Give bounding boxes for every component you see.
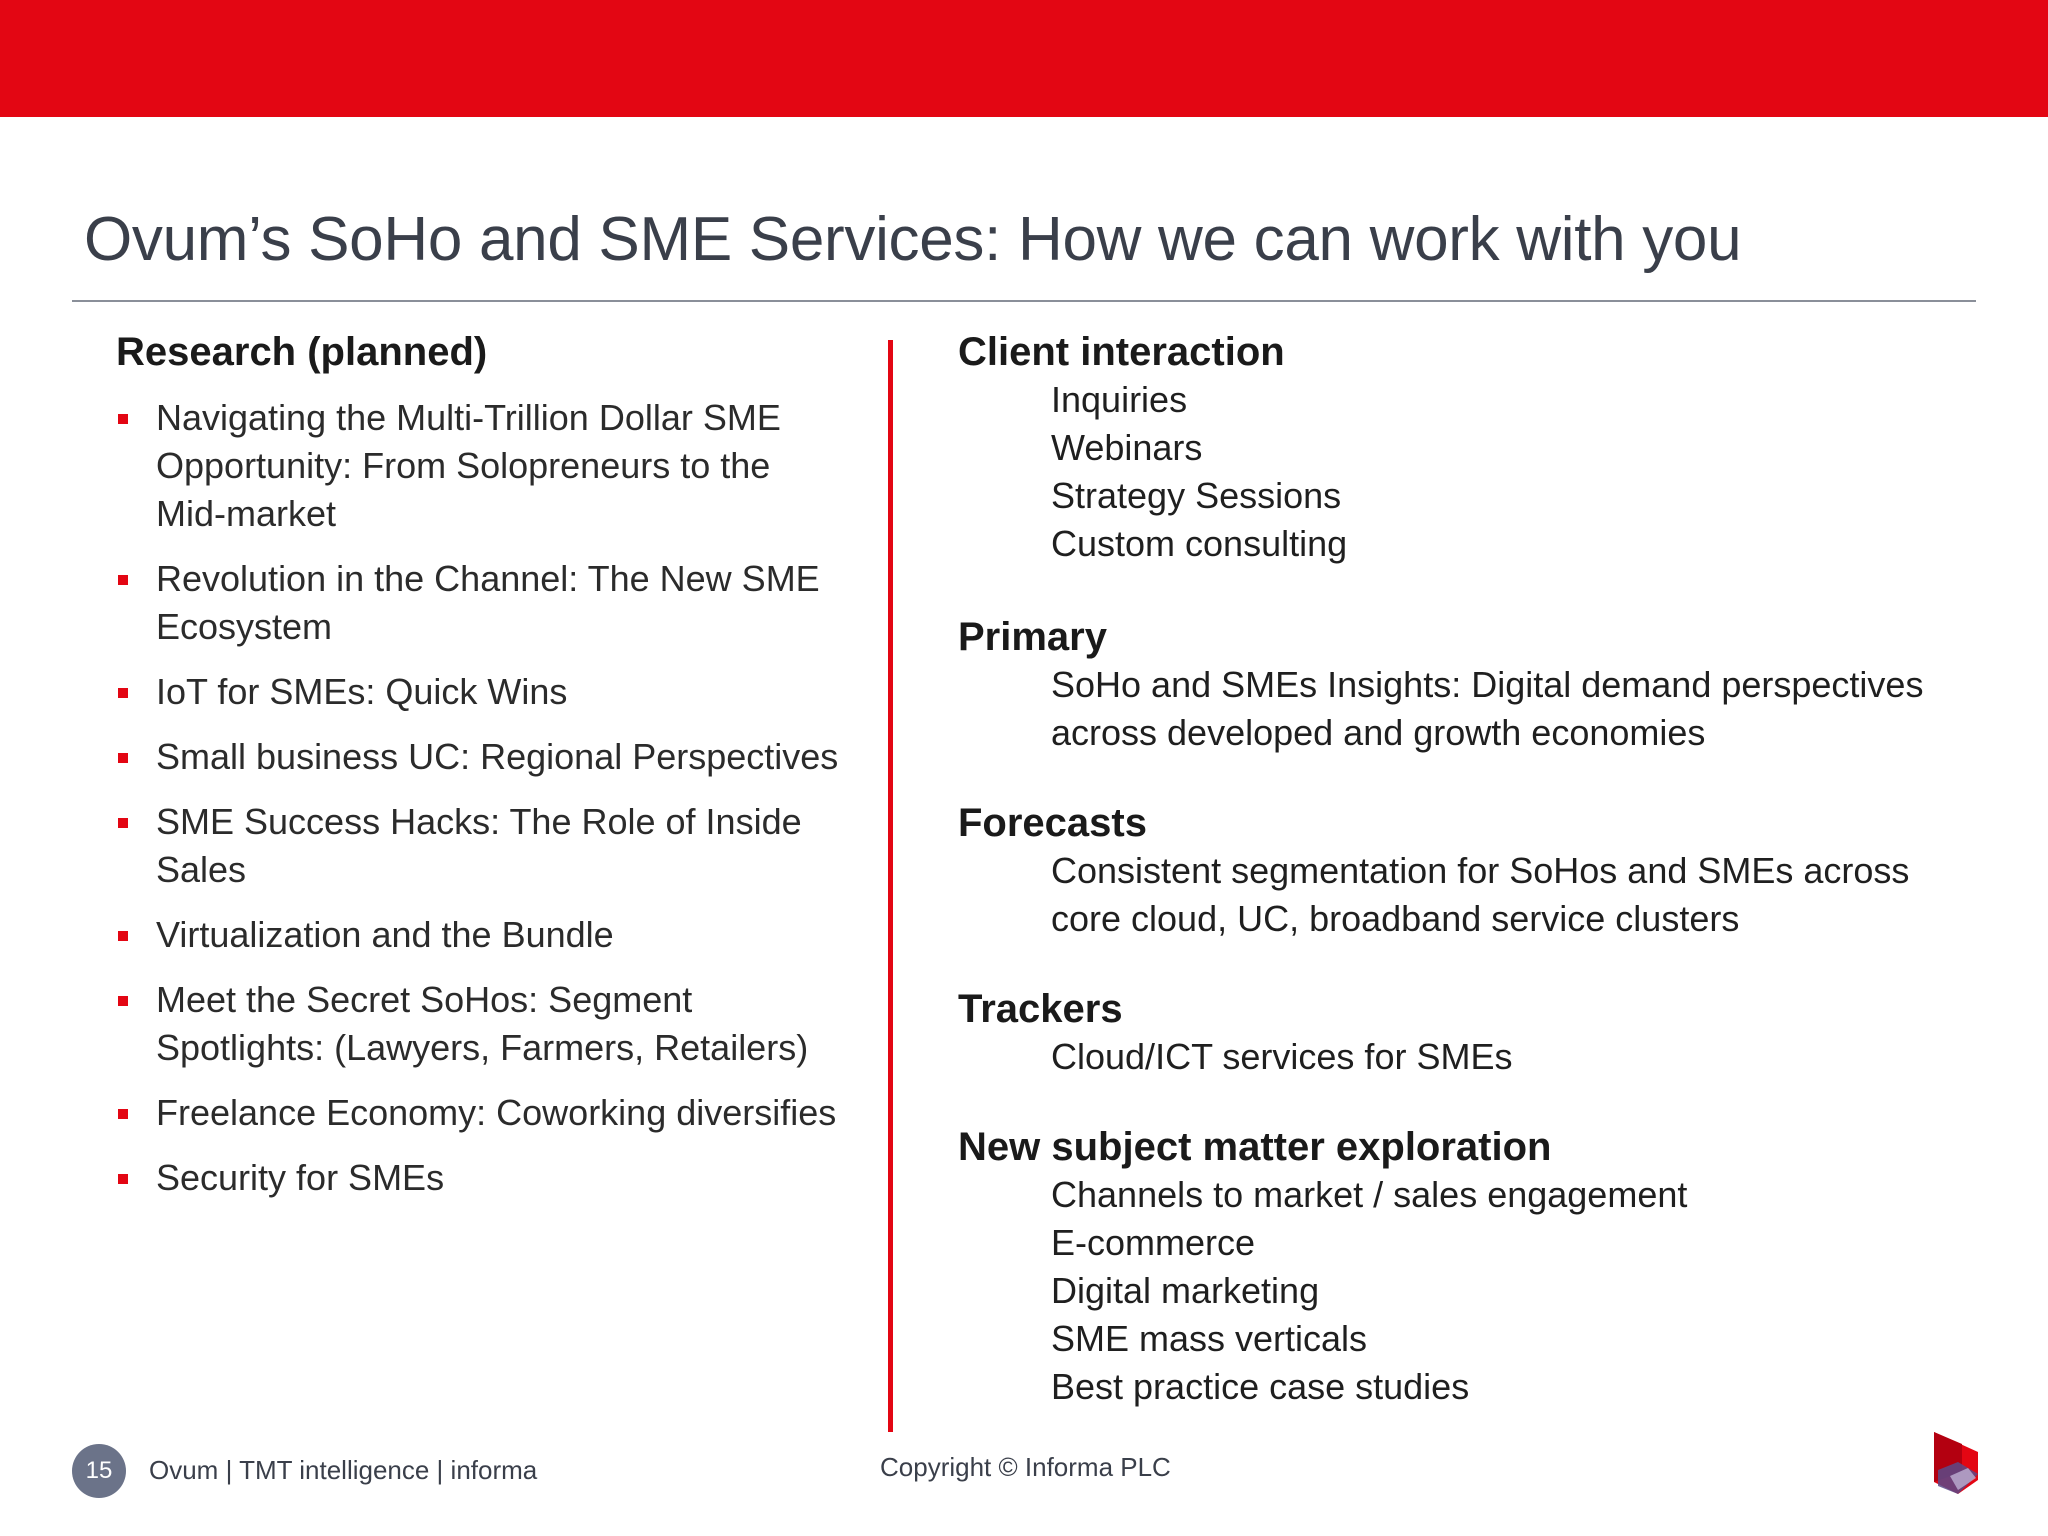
service-line: core cloud, UC, broadband service clusters — [1051, 898, 1740, 939]
research-item — [116, 1154, 856, 1202]
research-item — [116, 668, 856, 716]
research-item — [116, 911, 856, 959]
research-item-line: Mid-market — [156, 493, 337, 534]
service-heading: New subject matter exploration — [958, 1125, 1552, 1169]
research-item-line: Freelance Economy: Coworking diversifies — [156, 1092, 837, 1133]
bullet-square-icon — [118, 753, 128, 763]
research-column — [116, 328, 856, 1219]
service-line: E-commerce — [1051, 1222, 1256, 1263]
service-line: Cloud/ICT services for SMEs — [1051, 1036, 1513, 1077]
title-divider — [72, 300, 1976, 302]
service-lines — [958, 376, 1998, 568]
service-line: Digital marketing — [1051, 1270, 1320, 1311]
bullet-square-icon — [118, 931, 128, 941]
service-line: Webinars — [1051, 427, 1203, 468]
service-lines — [958, 661, 1998, 757]
service-section — [958, 328, 1998, 568]
column-divider — [888, 340, 893, 1432]
service-line: Inquiries — [1051, 379, 1188, 420]
research-item-line: Navigating the Multi-Trillion Dollar SME — [156, 397, 781, 438]
service-lines — [958, 1171, 1998, 1411]
service-line: across developed and growth economies — [1051, 712, 1706, 753]
research-list — [116, 394, 856, 1202]
bullet-square-icon — [118, 818, 128, 828]
research-item — [116, 976, 856, 1072]
footer-brand: Ovum | TMT intelligence | informa — [149, 1455, 538, 1485]
service-lines — [958, 847, 1998, 943]
service-line: Custom consulting — [1051, 523, 1348, 564]
services-column — [958, 328, 1998, 1411]
service-section — [958, 613, 1998, 757]
service-section — [958, 1123, 1998, 1411]
research-item-line: Small business UC: Regional Perspectives — [156, 736, 839, 777]
service-line: SME mass verticals — [1051, 1318, 1368, 1359]
service-heading: Client interaction — [958, 330, 1285, 374]
research-item-line: Security for SMEs — [156, 1157, 445, 1198]
research-item-line: Virtualization and the Bundle — [156, 914, 614, 955]
bullet-square-icon — [118, 996, 128, 1006]
service-heading: Trackers — [958, 987, 1123, 1031]
research-item-line: Ecosystem — [156, 606, 333, 647]
bullet-square-icon — [118, 575, 128, 585]
service-section — [958, 799, 1998, 943]
service-line: Best practice case studies — [1051, 1366, 1470, 1407]
research-item-line: IoT for SMEs: Quick Wins — [156, 671, 568, 712]
bullet-square-icon — [118, 414, 128, 424]
service-heading: Primary — [958, 615, 1107, 659]
research-item — [116, 1089, 856, 1137]
header-accent-bar — [0, 0, 2048, 117]
research-item-line: Opportunity: From Solopreneurs to the — [156, 445, 771, 486]
informa-logo-icon — [1928, 1428, 1986, 1500]
service-line: Consistent segmentation for SoHos and SMEs across — [1051, 850, 1910, 891]
bullet-square-icon — [118, 1174, 128, 1184]
bullet-square-icon — [118, 688, 128, 698]
service-section — [958, 985, 1998, 1081]
research-item — [116, 798, 856, 894]
research-item — [116, 733, 856, 781]
research-heading: Research (planned) — [116, 330, 488, 374]
research-item-line: Spotlights: (Lawyers, Farmers, Retailers) — [156, 1027, 809, 1068]
research-item-line: SME Success Hacks: The Role of Inside — [156, 801, 802, 842]
research-item-line: Sales — [156, 849, 247, 890]
research-item — [116, 394, 856, 538]
research-item — [116, 555, 856, 651]
slide-title: Ovum’s SoHo and SME Services: How we can work with you — [84, 205, 1742, 274]
page-number-badge: 15 — [72, 1444, 126, 1498]
service-line: Channels to market / sales engagement — [1051, 1174, 1688, 1215]
service-lines — [958, 1033, 1998, 1081]
footer-copyright: Copyright © Informa PLC — [880, 1452, 1171, 1482]
service-heading: Forecasts — [958, 801, 1147, 845]
research-item-line: Revolution in the Channel: The New SME — [156, 558, 820, 599]
service-line: SoHo and SMEs Insights: Digital demand perspectives — [1051, 664, 1924, 705]
service-line: Strategy Sessions — [1051, 475, 1342, 516]
research-item-line: Meet the Secret SoHos: Segment — [156, 979, 693, 1020]
bullet-square-icon — [118, 1109, 128, 1119]
